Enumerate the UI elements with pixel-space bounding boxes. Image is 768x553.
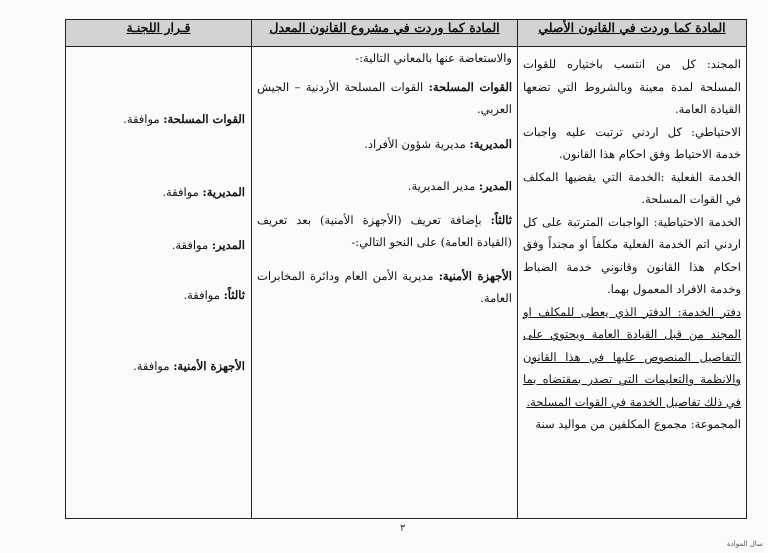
- amended-directorate-def: المديرية: مديرية شؤون الأفراد.: [364, 136, 512, 151]
- comparison-table: [65, 19, 747, 519]
- amended-director-def: المدير: مدير المديرية.: [407, 179, 512, 193]
- decision-security: الأجهزة الأمنية: موافقة.: [133, 359, 245, 373]
- corner-note: سال الموادة: [727, 540, 763, 548]
- decision-column: [66, 47, 252, 519]
- original-active-service-def: الخدمة الفعلية :الخدمة التي يقضيها المكلف في القوات المسلحة.: [523, 169, 741, 206]
- decision-forces: القوات المسلحة: موافقة.: [123, 112, 245, 126]
- amended-security-def: الأجهزة الأمنية: مديرية الأمن العام ودائرة المخابرات العامة.: [257, 268, 512, 305]
- amended-intro: والاستعاضة عنها بالمعاني التالية:-: [355, 51, 512, 65]
- original-conscript-def: المجند: كل من انتسب باختياره للقوات المسلحة لمدة معينة وبالشروط التي تضعها القيادة العامة.: [523, 57, 741, 116]
- original-reserve-def: الاحتياطي: كل اردني ترتبت عليه واجبات خدمة الاحتياط وفق احكام هذا القانون.: [523, 124, 741, 161]
- original-group-def: المجموعة: مجموع المكلفين من مواليد سنة: [535, 417, 741, 431]
- amended-third-clause: ثالثاً: بإضافة تعريف (الأجهزة الأمنية) بعد تعريف (القيادة العامة) على النحو التالي:-: [257, 212, 513, 249]
- header-amended: المادة كما وردت في مشروع القانون المعدل: [252, 20, 518, 47]
- original-column: [518, 47, 747, 519]
- original-service-book-def: دفتر الخدمة: الدفتر الذي يعطى للمكلف او المجند من قبل القيادة العامة ويحتوي على التفاصيل المنصوص عليها في هذا القانون والانظمة والتعليمات التي تصدر بمقتضاه بما في ذلك تفاصيل الخدمة في القوات المسلحة.: [523, 304, 741, 409]
- decision-directorate: المديرية: موافقة.: [162, 185, 245, 199]
- original-reserve-service-def: الخدمة الاحتياطية: الواجبات المترتبة على كل اردني اتم الخدمة الفعلية مكلفاً او مجنداً وفق احكام هذا القانون وقانوني خدمة الضباط وخدمة الافراد المعمول بهما.: [523, 214, 741, 296]
- header-original: المادة كما وردت في القانون الأصلي: [518, 20, 747, 47]
- amended-forces-def: القوات المسلحة: القوات المسلحة الأردنية – الجيش العربي.: [257, 79, 513, 116]
- page-number: ٣: [400, 523, 406, 534]
- decision-director: المدير: موافقة.: [171, 238, 245, 252]
- amended-column: [252, 47, 518, 519]
- header-decision: قـرار اللجنـة: [66, 20, 252, 47]
- decision-third: ثالثاً: موافقة.: [183, 288, 245, 302]
